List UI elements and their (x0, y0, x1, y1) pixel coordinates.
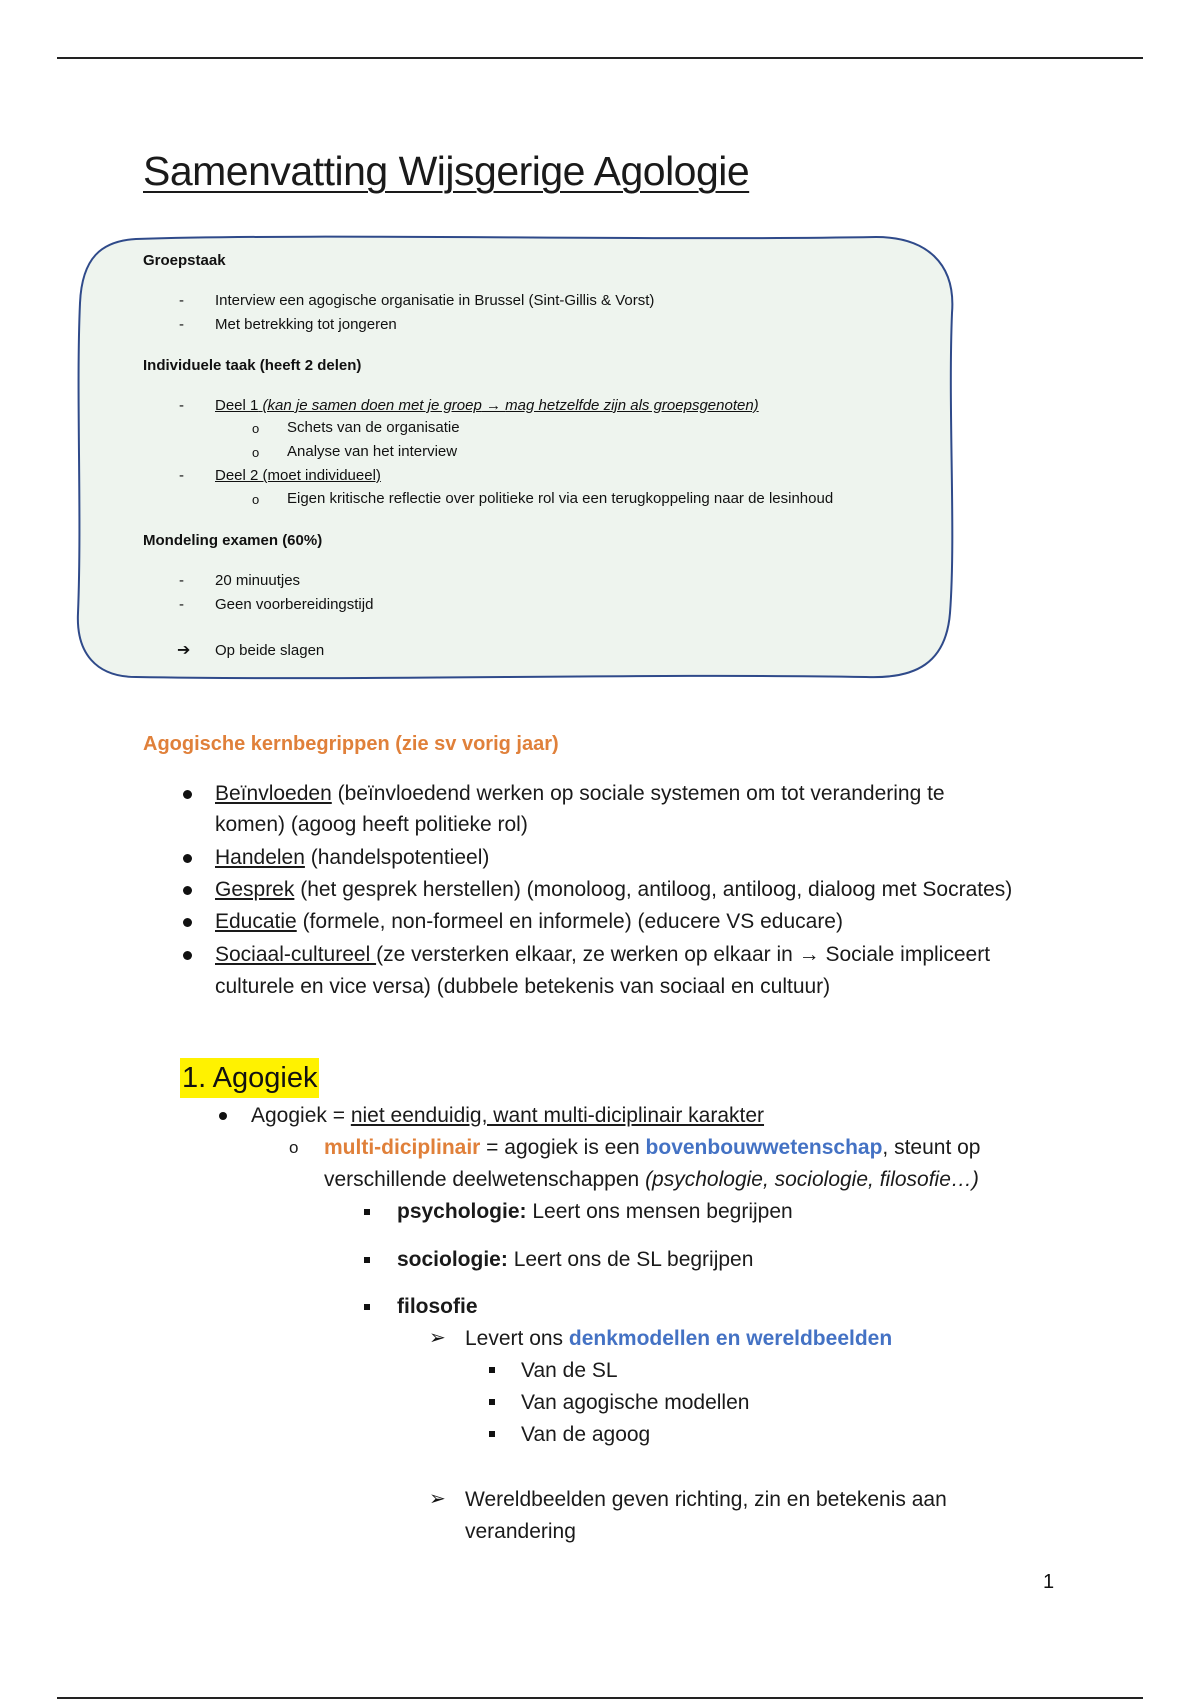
groepstaak-item: Met betrekking tot jongeren (215, 316, 397, 333)
kernbegrip-desc: (het gesprek herstellen) (monoloog, antiloog, antiloog, dialoog met Socrates) (294, 878, 1013, 901)
section-heading-agogiek: 1. Agogiek (180, 1058, 319, 1098)
dash-bullet: - (179, 316, 184, 333)
filosofie-sub-item: Van agogische modellen (521, 1391, 750, 1414)
bullet-dot (183, 951, 192, 960)
kernbegrip-item (215, 906, 843, 938)
kernbegrip-item (215, 778, 945, 810)
deel1-note: (kan je samen doen met je groep (262, 397, 482, 414)
kernbegrip-desc: (formele, non-formeel en informele) (educere VS educare) (296, 910, 843, 933)
square-bullet (364, 1257, 370, 1263)
wereldbeelden-line2: verandering (465, 1520, 576, 1543)
kernbegrip-item-cont: culturele en vice versa) (dubbele betekenis van sociaal en cultuur) (215, 975, 831, 998)
multidisciplinair-mid: = agogiek is een (480, 1136, 646, 1159)
denkmodellen-term: denkmodellen en wereldbeelden (568, 1327, 893, 1350)
agogiek-bullet (251, 1100, 764, 1132)
bullet-dot (183, 790, 192, 799)
discipline-name: sociologie: (397, 1248, 508, 1271)
mondeling-item: 20 minuutjes (215, 572, 301, 589)
mondeling-item: Geen voorbereidingstijd (215, 596, 374, 613)
circle-bullet: o (289, 1138, 299, 1157)
deelwetenschappen-examples: (psychologie, sociologie, filosofie…) (645, 1168, 979, 1191)
dash-bullet: - (179, 397, 184, 414)
discipline-name: filosofie (397, 1295, 478, 1318)
deel2-sub-item: Eigen kritische reflectie over politieke rol via een terugkoppeling naar de lesinhoud (287, 490, 834, 507)
square-bullet (489, 1399, 495, 1405)
square-bullet (364, 1304, 370, 1310)
deel1-line (215, 397, 759, 414)
summary-box (76, 233, 954, 681)
agogiek-prefix: Agogiek = (251, 1104, 351, 1127)
deel1-note2: mag hetzelfde zijn als groepsgenoten) (505, 397, 759, 414)
kernbegrip-term: Educatie (215, 910, 297, 933)
deel2-label: Deel 2 (moet individueel) (215, 467, 381, 484)
page-title: Samenvatting Wijsgerige Agologie (143, 148, 750, 194)
discipline-item (397, 1291, 478, 1323)
kernbegrip-term: Handelen (215, 846, 305, 869)
bullet-dot (183, 918, 192, 927)
bullet-dot (183, 854, 192, 863)
square-bullet (489, 1431, 495, 1437)
discipline-desc: Leert ons mensen begrijpen (526, 1200, 793, 1223)
agogiek-definition: niet eenduidig, want multi-diciplinair karakter (350, 1104, 765, 1127)
conclusion-text: Op beide slagen (215, 642, 325, 659)
kernbegrip-item-cont: komen) (agoog heeft politieke rol) (215, 813, 528, 836)
circle-bullet: o (252, 421, 260, 436)
top-rule (57, 57, 1143, 59)
circle-bullet: o (252, 445, 260, 460)
multidisciplinair-line2 (324, 1164, 979, 1196)
kernbegrip-item (215, 939, 990, 971)
kernbegrip-item (215, 874, 1012, 906)
discipline-desc: Leert ons de SL begrijpen (507, 1248, 754, 1271)
discipline-item (397, 1244, 753, 1276)
bottom-rule (57, 1697, 1143, 1699)
individueel-heading: Individuele taak (heeft 2 delen) (143, 357, 362, 374)
page-number: 1 (1043, 1571, 1055, 1593)
dash-bullet: - (179, 596, 184, 613)
multidisciplinair-term: multi-diciplinair (324, 1136, 481, 1159)
filosofie-arrow-item (465, 1323, 892, 1355)
kernbegrip-item (215, 842, 489, 874)
discipline-name: psychologie: (397, 1200, 527, 1223)
arrowhead-icon: ➢ (429, 1488, 446, 1510)
square-bullet (364, 1209, 370, 1215)
kernbegrip-term: Sociaal-cultureel (215, 943, 377, 966)
groepstaak-heading: Groepstaak (143, 252, 226, 269)
deelwetenschappen-text: verschillende deelwetenschappen (324, 1168, 646, 1191)
kernbegrip-desc: (handelspotentieel) (304, 846, 490, 869)
square-bullet (489, 1367, 495, 1373)
kernbegrip-term: Beïnvloeden (215, 782, 332, 805)
bullet-dot (183, 886, 192, 895)
dash-bullet: - (179, 292, 184, 309)
mondeling-heading: Mondeling examen (60%) (143, 532, 323, 549)
dash-bullet: - (179, 467, 184, 484)
kernbegrip-desc: (ze versterken elkaar, ze werken op elkaar in → Sociale impliceert (376, 943, 991, 966)
bullet-dot (219, 1112, 227, 1120)
deel1-sub-item: Schets van de organisatie (287, 419, 460, 436)
arrow-icon: → (486, 397, 501, 414)
dash-bullet: - (179, 572, 184, 589)
filosofie-sub-item: Van de agoog (521, 1423, 651, 1446)
multidisciplinair-line (324, 1132, 981, 1164)
filosofie-prefix: Levert ons (465, 1327, 569, 1350)
arrow-right-icon: ➔ (177, 642, 191, 659)
circle-bullet: o (252, 492, 260, 507)
arrowhead-icon: ➢ (429, 1327, 446, 1349)
discipline-item (397, 1196, 793, 1228)
filosofie-sub-item: Van de SL (521, 1359, 618, 1382)
deel1-sub-item: Analyse van het interview (287, 443, 458, 460)
bovenbouwwetenschap-term: bovenbouwwetenschap (645, 1136, 883, 1159)
kernbegrip-desc: (beïnvloedend werken op sociale systemen om tot verandering te (331, 782, 945, 805)
wereldbeelden-line: Wereldbeelden geven richting, zin en betekenis aan (465, 1488, 947, 1511)
deel1-label: Deel 1 (215, 397, 259, 414)
kernbegrippen-heading: Agogische kernbegrippen (zie sv vorig jaar) (143, 733, 559, 755)
multidisciplinair-end: , steunt op (882, 1136, 981, 1159)
groepstaak-item: Interview een agogische organisatie in Brussel (Sint-Gillis & Vorst) (215, 292, 655, 309)
kernbegrip-term: Gesprek (215, 878, 295, 901)
